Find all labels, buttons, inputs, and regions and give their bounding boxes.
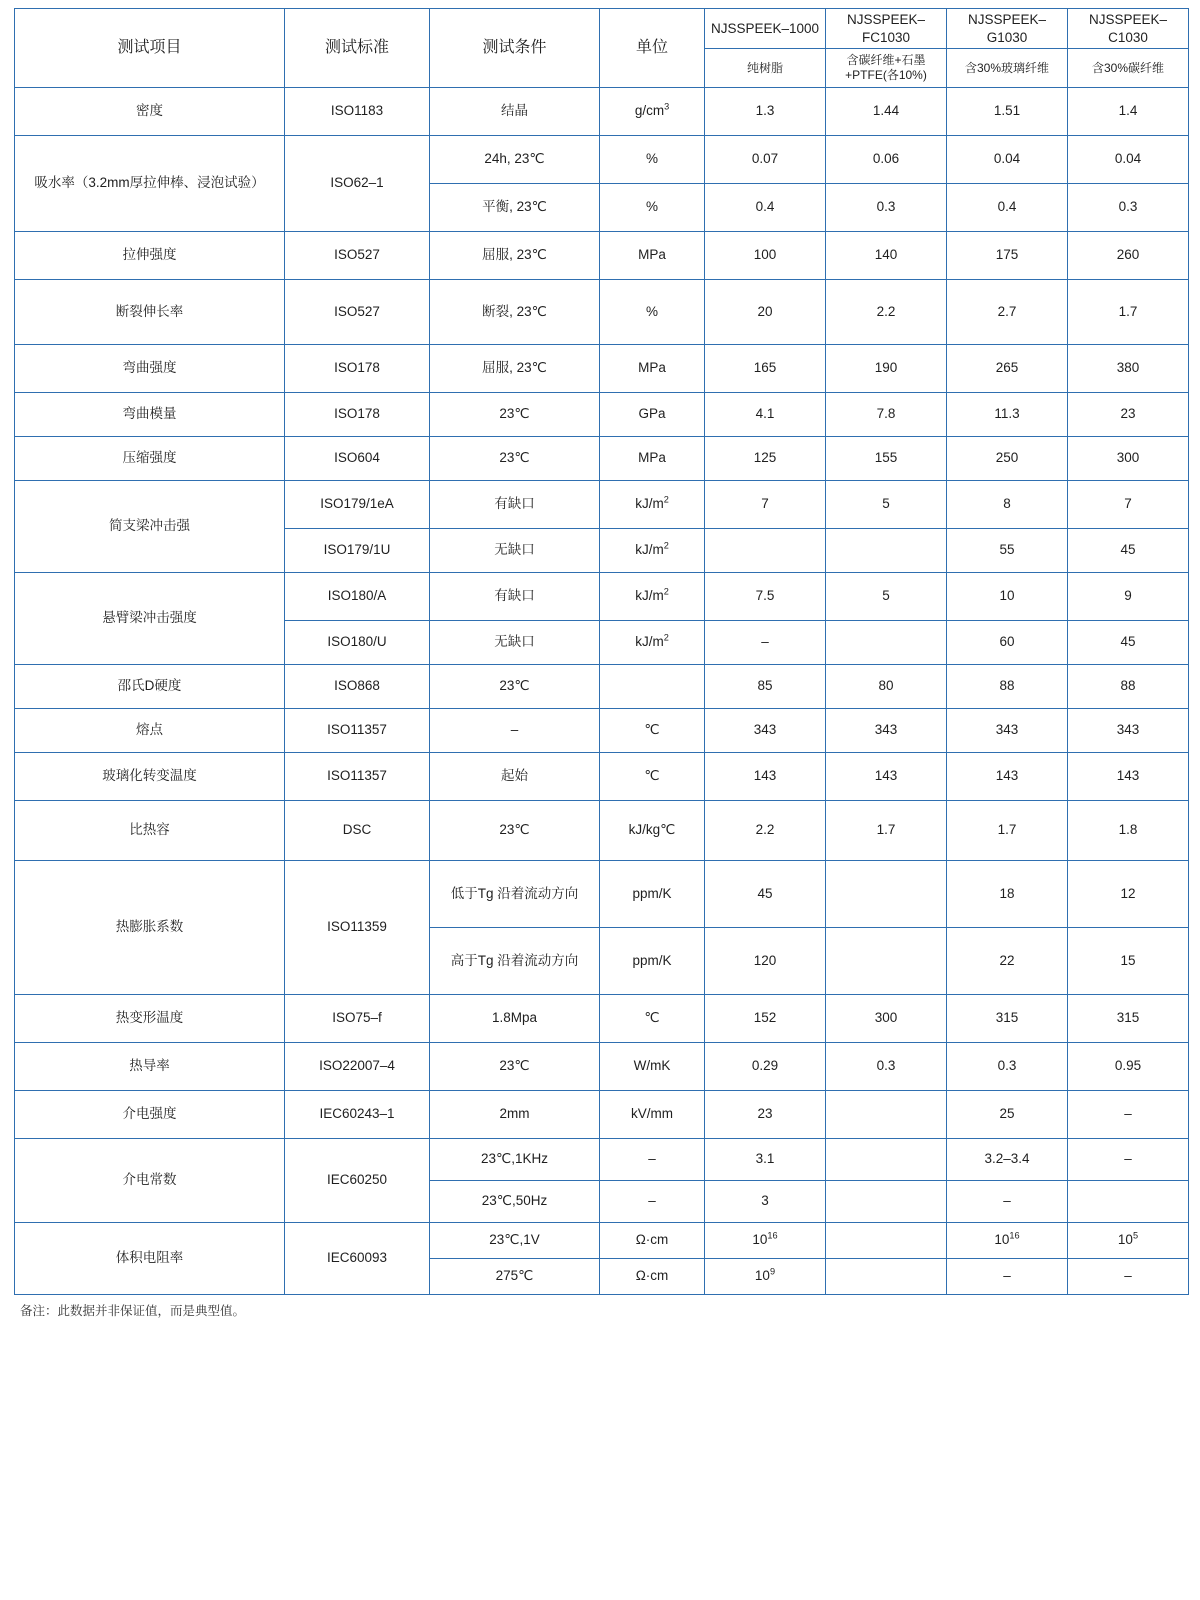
cell-value: [826, 529, 947, 573]
cell-test-condition: 有缺口: [430, 573, 600, 621]
cell-value: 7.8: [826, 393, 947, 437]
header-unit: 单位: [600, 9, 705, 88]
header-product-1: NJSSPEEK–1000: [705, 9, 826, 49]
cell-test-standard: ISO1183: [285, 88, 430, 136]
cell-test-condition: 23℃: [430, 1043, 600, 1091]
cell-unit: kJ/kg℃: [600, 801, 705, 861]
table-row: [15, 232, 1189, 280]
cell-test-item: 简支梁冲击强: [15, 481, 285, 573]
cell-value: 3.1: [705, 1139, 826, 1181]
cell-test-condition: 平衡, 23℃: [430, 184, 600, 232]
cell-value: 85: [705, 665, 826, 709]
cell-test-standard: ISO75–f: [285, 995, 430, 1043]
cell-test-standard: IEC60250: [285, 1139, 430, 1223]
cell-value: [826, 1181, 947, 1223]
cell-value: [826, 928, 947, 995]
table-row: [15, 136, 1189, 184]
cell-value: 343: [705, 709, 826, 753]
cell-value: 0.3: [826, 1043, 947, 1091]
cell-value: 2.2: [705, 801, 826, 861]
cell-unit: ℃: [600, 995, 705, 1043]
cell-unit: [600, 665, 705, 709]
cell-value: 25: [947, 1091, 1068, 1139]
cell-value: 100: [705, 232, 826, 280]
cell-value: 1.7: [826, 801, 947, 861]
cell-value: 23: [705, 1091, 826, 1139]
cell-value: 380: [1068, 345, 1189, 393]
header-product-3: NJSSPEEK–G1030: [947, 9, 1068, 49]
cell-test-item: 吸水率（3.2mm厚拉伸棒、浸泡试验）: [15, 136, 285, 232]
cell-test-condition: 23℃,1V: [430, 1223, 600, 1259]
cell-value: –: [1068, 1091, 1189, 1139]
cell-test-item: 介电常数: [15, 1139, 285, 1223]
header-test-item: 测试项目: [15, 9, 285, 88]
cell-test-standard: DSC: [285, 801, 430, 861]
cell-value: 88: [947, 665, 1068, 709]
table-row: [15, 1139, 1189, 1181]
cell-value: 1.44: [826, 88, 947, 136]
table-row: [15, 801, 1189, 861]
cell-value: 8: [947, 481, 1068, 529]
cell-value: 165: [705, 345, 826, 393]
cell-test-condition: 无缺口: [430, 529, 600, 573]
cell-value: 45: [705, 861, 826, 928]
cell-value: 1.7: [947, 801, 1068, 861]
cell-value: [826, 1139, 947, 1181]
cell-value: 1.7: [1068, 280, 1189, 345]
cell-test-item: 弯曲模量: [15, 393, 285, 437]
cell-value: 315: [947, 995, 1068, 1043]
cell-unit: Ω·cm: [600, 1259, 705, 1295]
cell-value: 143: [705, 753, 826, 801]
table-row: [15, 481, 1189, 529]
cell-value: 300: [1068, 437, 1189, 481]
cell-value: 120: [705, 928, 826, 995]
cell-test-condition: 24h, 23℃: [430, 136, 600, 184]
cell-test-condition: 23℃: [430, 665, 600, 709]
cell-value: 15: [1068, 928, 1189, 995]
cell-unit: %: [600, 184, 705, 232]
cell-value: 2.7: [947, 280, 1068, 345]
cell-unit: –: [600, 1181, 705, 1223]
cell-value: [826, 1223, 947, 1259]
cell-unit: $g/cm^3$: [600, 88, 705, 136]
cell-test-standard: ISO868: [285, 665, 430, 709]
cell-test-item: 介电强度: [15, 1091, 285, 1139]
cell-unit: $kJ/m^2$: [600, 529, 705, 573]
cell-value: 250: [947, 437, 1068, 481]
cell-test-condition: 23℃,1KHz: [430, 1139, 600, 1181]
cell-test-standard: ISO22007–4: [285, 1043, 430, 1091]
cell-value: 343: [826, 709, 947, 753]
cell-unit: $kJ/m^2$: [600, 573, 705, 621]
cell-unit: %: [600, 136, 705, 184]
cell-value: 3.2–3.4: [947, 1139, 1068, 1181]
cell-value: [826, 621, 947, 665]
cell-test-condition: 高于Tg 沿着流动方向: [430, 928, 600, 995]
table-row: [15, 280, 1189, 345]
cell-value: 5: [826, 573, 947, 621]
cell-value: 1.4: [1068, 88, 1189, 136]
cell-unit: kV/mm: [600, 1091, 705, 1139]
cell-test-item: 拉伸强度: [15, 232, 285, 280]
cell-test-standard: ISO527: [285, 280, 430, 345]
header-product-3-desc: 含30%玻璃纤维: [947, 49, 1068, 88]
table-row: [15, 753, 1189, 801]
cell-test-item: 熔点: [15, 709, 285, 753]
cell-test-standard: ISO11357: [285, 709, 430, 753]
cell-value: 260: [1068, 232, 1189, 280]
cell-value: 0.06: [826, 136, 947, 184]
cell-test-item: 断裂伸长率: [15, 280, 285, 345]
cell-test-standard: ISO178: [285, 393, 430, 437]
cell-test-item: 邵氏D硬度: [15, 665, 285, 709]
cell-value: 5: [826, 481, 947, 529]
cell-value: –: [947, 1259, 1068, 1295]
cell-test-condition: 断裂, 23℃: [430, 280, 600, 345]
cell-value: 0.95: [1068, 1043, 1189, 1091]
cell-value: $10^{16}$: [705, 1223, 826, 1259]
cell-unit: W/mK: [600, 1043, 705, 1091]
cell-value: [826, 1091, 947, 1139]
cell-unit: ppm/K: [600, 928, 705, 995]
cell-test-condition: –: [430, 709, 600, 753]
cell-test-item: 热膨胀系数: [15, 861, 285, 995]
cell-test-condition: 23℃: [430, 437, 600, 481]
cell-test-condition: 23℃,50Hz: [430, 1181, 600, 1223]
cell-test-standard: ISO604: [285, 437, 430, 481]
cell-value: 60: [947, 621, 1068, 665]
cell-unit: %: [600, 280, 705, 345]
cell-value: 143: [1068, 753, 1189, 801]
table-row: [15, 709, 1189, 753]
header-product-4-desc: 含30%碳纤维: [1068, 49, 1189, 88]
cell-value: 0.04: [947, 136, 1068, 184]
table-body: [15, 88, 1189, 1295]
table-row: [15, 573, 1189, 621]
cell-test-standard: ISO62–1: [285, 136, 430, 232]
cell-value: 143: [947, 753, 1068, 801]
cell-unit: MPa: [600, 345, 705, 393]
cell-test-standard: ISO178: [285, 345, 430, 393]
header-product-4: NJSSPEEK–C1030: [1068, 9, 1189, 49]
cell-test-condition: 起始: [430, 753, 600, 801]
header-product-1-desc: 纯树脂: [705, 49, 826, 88]
cell-unit: MPa: [600, 232, 705, 280]
cell-value: 7: [705, 481, 826, 529]
cell-value: –: [1068, 1139, 1189, 1181]
cell-value: 4.1: [705, 393, 826, 437]
cell-unit: –: [600, 1139, 705, 1181]
cell-unit: Ω·cm: [600, 1223, 705, 1259]
cell-test-item: 体积电阻率: [15, 1223, 285, 1295]
table-row: [15, 861, 1189, 928]
cell-value: 315: [1068, 995, 1189, 1043]
cell-test-item: 玻璃化转变温度: [15, 753, 285, 801]
table-note: 备注：此数据并非保证值，而是典型值。: [20, 1304, 246, 1319]
cell-test-item: 压缩强度: [15, 437, 285, 481]
cell-value: [826, 1259, 947, 1295]
cell-value: 0.3: [947, 1043, 1068, 1091]
cell-test-item: 弯曲强度: [15, 345, 285, 393]
table-row: [15, 88, 1189, 136]
cell-value: 11.3: [947, 393, 1068, 437]
cell-test-condition: 275℃: [430, 1259, 600, 1295]
table-row: [15, 1223, 1189, 1259]
cell-test-standard: ISO179/1U: [285, 529, 430, 573]
cell-value: $10^5$: [1068, 1223, 1189, 1259]
cell-value: –: [1068, 1259, 1189, 1295]
cell-test-condition: 23℃: [430, 393, 600, 437]
cell-value: 12: [1068, 861, 1189, 928]
cell-test-condition: 23℃: [430, 801, 600, 861]
table-row: [15, 393, 1189, 437]
cell-value: 9: [1068, 573, 1189, 621]
cell-value: 20: [705, 280, 826, 345]
cell-test-condition: 无缺口: [430, 621, 600, 665]
cell-value: 300: [826, 995, 947, 1043]
cell-value: 88: [1068, 665, 1189, 709]
cell-value: 175: [947, 232, 1068, 280]
header-test-standard: 测试标准: [285, 9, 430, 88]
cell-value: 152: [705, 995, 826, 1043]
cell-value: –: [705, 621, 826, 665]
cell-value: 1.8: [1068, 801, 1189, 861]
cell-test-standard: ISO527: [285, 232, 430, 280]
table-row: [15, 1091, 1189, 1139]
cell-unit: GPa: [600, 393, 705, 437]
cell-unit: $kJ/m^2$: [600, 621, 705, 665]
cell-value: 45: [1068, 621, 1189, 665]
cell-test-standard: ISO11359: [285, 861, 430, 995]
cell-value: 18: [947, 861, 1068, 928]
cell-test-standard: IEC60243–1: [285, 1091, 430, 1139]
cell-value: 3: [705, 1181, 826, 1223]
cell-test-standard: ISO179/1eA: [285, 481, 430, 529]
header-test-condition: 测试条件: [430, 9, 600, 88]
cell-value: [1068, 1181, 1189, 1223]
cell-value: 2.2: [826, 280, 947, 345]
cell-value: 0.04: [1068, 136, 1189, 184]
cell-value: 7.5: [705, 573, 826, 621]
cell-value: 190: [826, 345, 947, 393]
cell-test-condition: 有缺口: [430, 481, 600, 529]
cell-value: –: [947, 1181, 1068, 1223]
cell-value: 0.3: [826, 184, 947, 232]
cell-value: 22: [947, 928, 1068, 995]
table-row: [15, 345, 1189, 393]
cell-unit: ℃: [600, 753, 705, 801]
cell-unit: $kJ/m^2$: [600, 481, 705, 529]
table-header: [15, 9, 1189, 88]
cell-value: 343: [947, 709, 1068, 753]
cell-value: 1.3: [705, 88, 826, 136]
cell-value: 1.51: [947, 88, 1068, 136]
cell-test-standard: ISO11357: [285, 753, 430, 801]
table-row: [15, 995, 1189, 1043]
cell-value: [705, 529, 826, 573]
cell-value: $10^9$: [705, 1259, 826, 1295]
cell-test-condition: 屈服, 23℃: [430, 345, 600, 393]
cell-test-condition: 1.8Mpa: [430, 995, 600, 1043]
cell-test-condition: 低于Tg 沿着流动方向: [430, 861, 600, 928]
cell-test-item: 热导率: [15, 1043, 285, 1091]
cell-value: 10: [947, 573, 1068, 621]
cell-test-standard: ISO180/U: [285, 621, 430, 665]
header-product-2: NJSSPEEK–FC1030: [826, 9, 947, 49]
cell-value: 0.4: [705, 184, 826, 232]
cell-value: 265: [947, 345, 1068, 393]
cell-value: 0.07: [705, 136, 826, 184]
cell-value: $10^{16}$: [947, 1223, 1068, 1259]
cell-value: 80: [826, 665, 947, 709]
cell-value: 23: [1068, 393, 1189, 437]
cell-value: 0.4: [947, 184, 1068, 232]
cell-test-standard: ISO180/A: [285, 573, 430, 621]
cell-test-item: 密度: [15, 88, 285, 136]
cell-value: 343: [1068, 709, 1189, 753]
table-row: [15, 1043, 1189, 1091]
cell-value: 45: [1068, 529, 1189, 573]
cell-value: [826, 861, 947, 928]
cell-test-condition: 屈服, 23℃: [430, 232, 600, 280]
cell-unit: MPa: [600, 437, 705, 481]
table-header-row-1: [15, 9, 1189, 49]
cell-value: 140: [826, 232, 947, 280]
cell-test-standard: IEC60093: [285, 1223, 430, 1295]
cell-value: 55: [947, 529, 1068, 573]
cell-value: 155: [826, 437, 947, 481]
cell-value: 125: [705, 437, 826, 481]
table-row: [15, 665, 1189, 709]
cell-test-condition: 2mm: [430, 1091, 600, 1139]
cell-test-item: 比热容: [15, 801, 285, 861]
header-product-2-desc: 含碳纤维+石墨+PTFE(各10%): [826, 49, 947, 88]
cell-test-item: 悬臂梁冲击强度: [15, 573, 285, 665]
table-row: [15, 437, 1189, 481]
cell-value: 143: [826, 753, 947, 801]
cell-test-condition: 结晶: [430, 88, 600, 136]
cell-unit: ℃: [600, 709, 705, 753]
cell-value: 0.29: [705, 1043, 826, 1091]
cell-value: 0.3: [1068, 184, 1189, 232]
cell-value: 7: [1068, 481, 1189, 529]
cell-unit: ppm/K: [600, 861, 705, 928]
cell-test-item: 热变形温度: [15, 995, 285, 1043]
specification-table: [14, 8, 1189, 1295]
